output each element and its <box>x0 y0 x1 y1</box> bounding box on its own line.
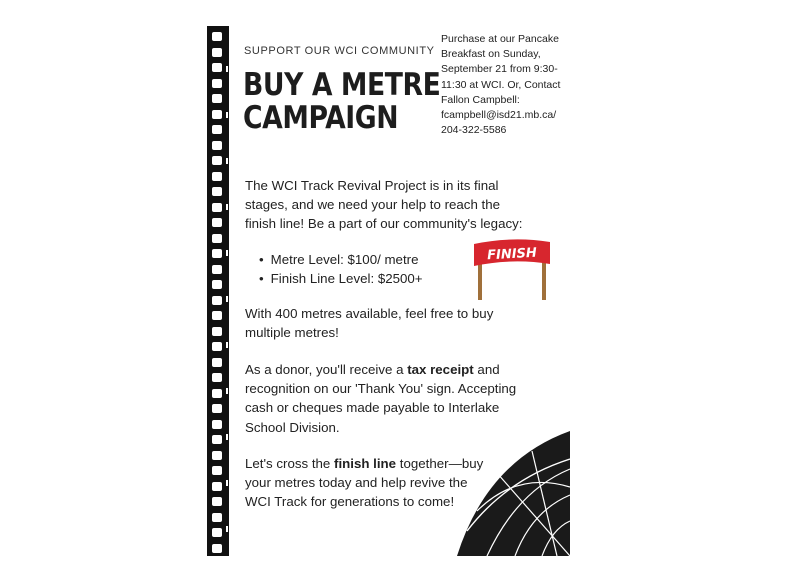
film-sprocket-hole <box>212 141 222 150</box>
film-sprocket-hole <box>212 404 222 413</box>
finish-banner-illustration <box>472 234 552 302</box>
film-frame-marker <box>226 388 228 394</box>
film-frame-marker <box>226 480 228 486</box>
film-frame-marker <box>226 434 228 440</box>
film-frame-marker <box>226 342 228 348</box>
film-sprocket-hole <box>212 48 222 57</box>
headline-line-1: BUY A METRE <box>243 67 441 103</box>
film-frame-marker <box>226 204 228 210</box>
film-sprocket-hole <box>212 63 222 72</box>
campaign-poster <box>207 26 570 556</box>
eyebrow-text: SUPPORT OUR WCI COMMUNITY <box>244 45 435 57</box>
film-sprocket-hole <box>212 125 222 134</box>
film-sprocket-hole <box>212 482 222 491</box>
film-sprocket-hole <box>212 203 222 212</box>
availability-paragraph: With 400 metres available, feel free to buy multiple metres! <box>245 306 494 341</box>
film-sprocket-hole <box>212 94 222 103</box>
filmstrip-border <box>207 26 229 556</box>
film-sprocket-hole <box>212 389 222 398</box>
film-frame-marker <box>226 296 228 302</box>
donor-text-end: and recognition on our 'Thank You' sign. Accepting cash or cheques made payable to Interlake School Division. <box>245 362 517 435</box>
film-sprocket-hole <box>212 79 222 88</box>
film-sprocket-hole <box>212 156 222 165</box>
film-sprocket-hole <box>212 249 222 258</box>
cta-text-start: Let's cross the <box>245 456 335 471</box>
film-sprocket-hole <box>212 218 222 227</box>
tax-receipt-emphasis: tax receipt <box>407 362 474 377</box>
purchase-info: Purchase at our Pancake Breakfast on Sunday, September 21 from 9:30-11:30 at WCI. Or, Contact Fallon Campbell: fcampbell@isd21.mb.ca/ 204-322-5586 <box>441 33 561 137</box>
film-sprocket-hole <box>212 358 222 367</box>
list-item: • Finish Line Level: $2500+ <box>259 269 423 288</box>
film-sprocket-hole <box>212 451 222 460</box>
film-sprocket-hole <box>212 234 222 243</box>
film-sprocket-hole <box>212 513 222 522</box>
donation-levels-list <box>259 250 423 288</box>
list-item: • Metre Level: $100/ metre <box>259 250 423 269</box>
film-sprocket-hole <box>212 172 222 181</box>
film-sprocket-hole <box>212 187 222 196</box>
film-sprocket-hole <box>212 420 222 429</box>
film-frame-marker <box>226 158 228 164</box>
film-sprocket-hole <box>212 327 222 336</box>
film-sprocket-hole <box>212 435 222 444</box>
film-sprocket-hole <box>212 466 222 475</box>
film-sprocket-hole <box>212 296 222 305</box>
headline <box>243 67 441 136</box>
stadium-track-graphic <box>457 421 570 556</box>
film-frame-marker <box>226 526 228 532</box>
call-to-action-paragraph <box>245 454 485 512</box>
film-sprocket-hole <box>212 528 222 537</box>
film-sprocket-hole <box>212 280 222 289</box>
film-sprocket-hole <box>212 497 222 506</box>
film-sprocket-hole <box>212 342 222 351</box>
film-frame-marker <box>226 112 228 118</box>
film-frame-marker <box>226 66 228 72</box>
cta-text-end: together—buy your metres today and help revive the WCI Track for generations to come! <box>245 456 484 510</box>
film-sprocket-hole <box>212 544 222 553</box>
film-sprocket-hole <box>212 110 222 119</box>
finish-line-emphasis: finish line <box>334 456 397 471</box>
film-sprocket-hole <box>212 373 222 382</box>
intro-paragraph: The WCI Track Revival Project is in its final stages, and we need your help to reach the finish line! Be a part of our community's legacy: <box>245 178 523 232</box>
donor-text-start: As a donor, you'll receive a <box>245 362 408 377</box>
banner-finish-label: FINISH <box>486 245 538 264</box>
film-sprocket-hole <box>212 32 222 41</box>
film-sprocket-hole <box>212 311 222 320</box>
film-frame-marker <box>226 250 228 256</box>
headline-line-2: CAMPAIGN <box>243 100 399 136</box>
film-sprocket-hole <box>212 265 222 274</box>
